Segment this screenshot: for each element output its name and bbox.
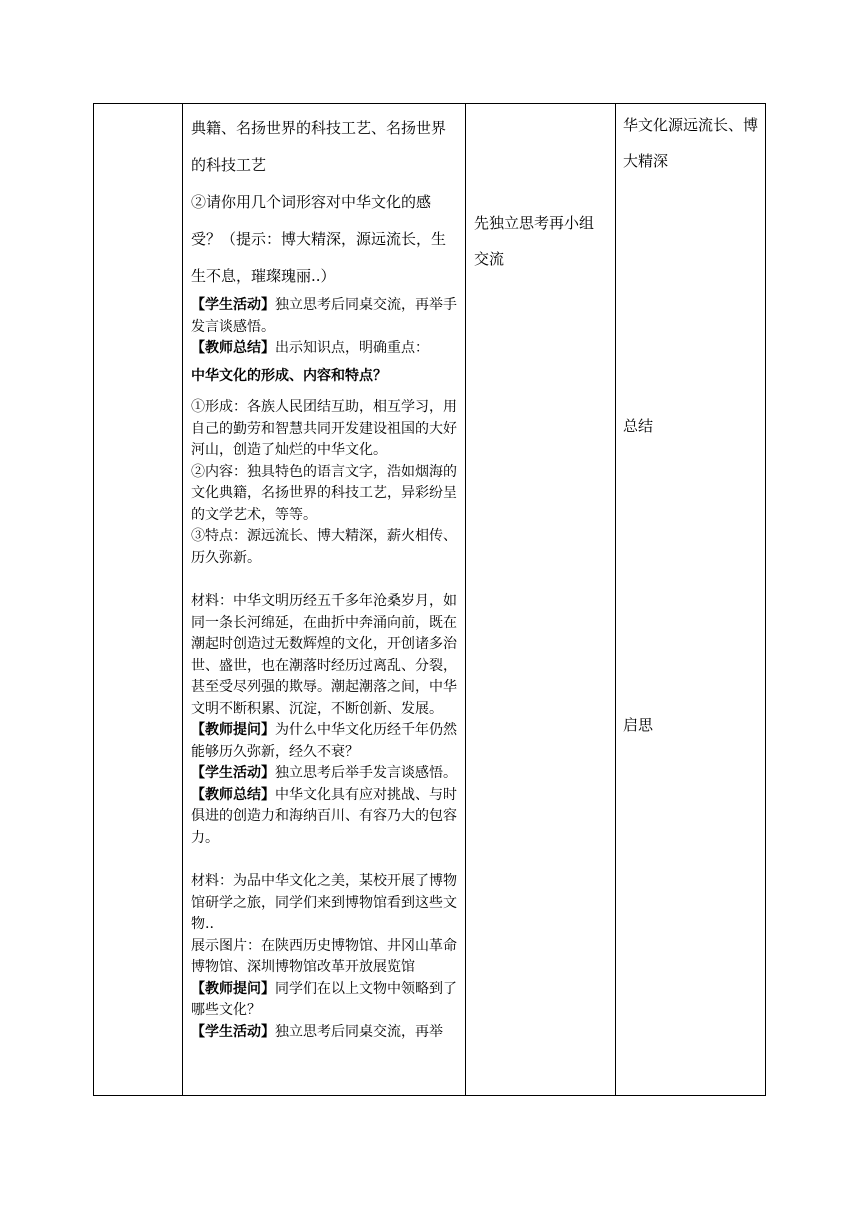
teaching-process-cell <box>191 104 459 1095</box>
teacher-summary-paragraph <box>191 785 459 850</box>
paragraph-text: 中华文化具有应对挑战、与时俱进的创造力和海纳百川、有容乃大的包容力。 <box>191 786 457 846</box>
label-teacher-summary: 【教师总结】 <box>191 786 275 803</box>
show-images-paragraph: 展示图片：在陕西历史博物馆、井冈山革命博物馆、深圳博物馆改革开放展览馆 <box>191 937 457 975</box>
column-divider <box>182 104 183 1095</box>
text-line: 的科技工艺 <box>191 156 267 174</box>
point-content: ②内容：独具特色的语言文字，浩如烟海的文化典籍，名扬世界的科技工艺，异彩纷呈的文学艺术，等等。 <box>191 463 457 523</box>
text-line: 大精深 <box>623 152 669 170</box>
label-teacher-question: 【教师提问】 <box>191 722 275 738</box>
paragraph-text: 独立思考后举手发言谈感悟。 <box>275 765 457 781</box>
teacher-summary-paragraph <box>191 338 459 360</box>
paragraph-text: 独立思考后同桌交流，再举手发言谈感悟。 <box>191 297 457 335</box>
label-student-activity: 【学生活动】 <box>191 1023 275 1040</box>
paragraph-text: 出示知识点，明确重点： <box>275 340 429 356</box>
text-line: 典籍、名扬世界的科技工艺、名扬世界 <box>191 119 447 137</box>
inspire-label: 启思 <box>623 716 654 734</box>
student-activity-paragraph <box>191 1022 459 1044</box>
point-formation: ①形成：各族人民团结互助，相互学习，用自己的勤劳和智慧共同开发建设祖国的大好河山，创造了灿烂的中华文化。 <box>191 399 457 458</box>
teacher-question-paragraph <box>191 979 459 1022</box>
material-paragraph: 材料：为品中华文化之美，某校开展了博物馆研学之旅，同学们来到博物馆看到这些文物.. <box>191 873 457 932</box>
design-intent-cell <box>623 104 764 1095</box>
student-activity-paragraph <box>191 295 459 338</box>
text-line: 先独立思考再小组 <box>474 214 595 232</box>
text-line: ②请你用几个词形容对中华文化的感 <box>191 193 432 211</box>
paragraph-text: 独立思考后同桌交流，再举 <box>275 1023 443 1040</box>
text-line: 受？（提示：博大精深，源远流长，生 <box>191 230 447 248</box>
label-teacher-summary: 【教师总结】 <box>191 340 275 356</box>
column-divider <box>465 104 466 1095</box>
text-line: 交流 <box>474 250 505 268</box>
section-heading: 中华文化的形成、内容和特点？ <box>191 367 387 384</box>
material-paragraph: 材料：中华文明历经五千多年沧桑岁月，如同一条长河绵延，在曲折中奔涌向前，既在潮起时创造过无数辉煌的文化，开创诸多治世、盛世，也在潮落时经历过离乱、分裂，甚至受尽列强的欺辱。潮起潮落之间，中华文明不断积累、沉淀，不断创新、发展。 <box>191 593 457 717</box>
lesson-table <box>93 103 766 1096</box>
paragraph-text: 同学们在以上文物中领略到了哪些文化？ <box>191 980 457 1018</box>
text-line: 生不息，璀璨瑰丽..） <box>191 267 336 285</box>
student-activity-paragraph <box>191 763 459 785</box>
teacher-question-paragraph <box>191 720 459 763</box>
point-features: ③特点：源远流长、博大精深，薪火相传、历久弥新。 <box>191 528 457 566</box>
label-student-activity: 【学生活动】 <box>191 297 275 313</box>
text-line: 华文化源远流长、博 <box>623 116 759 134</box>
label-student-activity: 【学生活动】 <box>191 765 275 781</box>
column-1-cell <box>94 104 182 1095</box>
label-teacher-question: 【教师提问】 <box>191 980 275 997</box>
paragraph-text: 为什么中华文化历经千年仍然能够历久弥新，经久不衰？ <box>191 722 457 760</box>
column-divider <box>615 104 616 1095</box>
summary-label: 总结 <box>623 417 654 435</box>
student-activity-cell <box>474 104 614 1095</box>
